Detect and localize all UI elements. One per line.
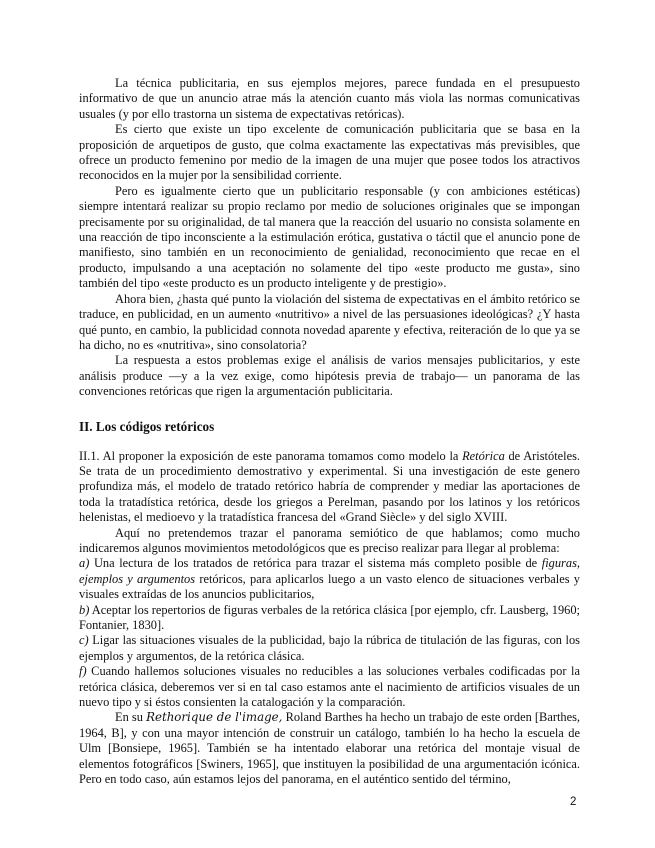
item-c-text: Ligar las situaciones visuales de la publicidad, bajo la rúbrica de titulación de las figuras, con los ejemplos y argumentos, de la retórica clásica. <box>79 633 580 663</box>
list-item-c <box>79 633 580 664</box>
p8-text-a: En su <box>115 710 147 725</box>
paragraph-2: Es cierto que existe un tipo excelente de comunicación publicitaria que se basa en la proposición de arquetipos de gusto, que colma exactamente las expectativas más previsibles, que ofrece un producto femenino por medio de la imagen de una mujer que posee todos los atractivos reconocidos en la mujer por la sensibilidad corriente. <box>79 122 580 183</box>
p6-text-a: II.1. Al proponer la exposición de este panorama tomamos como modelo la <box>79 448 463 463</box>
p8-italic-title: Rethorique de l'image, <box>146 710 283 725</box>
item-f-marker: f) <box>79 664 87 679</box>
section-heading: II. Los códigos retóricos <box>79 418 215 434</box>
item-b-text: Aceptar los repertorios de figuras verbales de la retórica clásica [por ejemplo, cfr. Lausberg, 1960; Fontanier, 1830]. <box>79 602 580 632</box>
item-c-marker: c) <box>79 633 89 648</box>
paragraph-8 <box>79 710 580 787</box>
item-a-text-1: Una lectura de los tratados de retórica para trazar el sistema más completo posible de <box>89 556 542 571</box>
paragraph-5: La respuesta a estos problemas exige el análisis de varios mensajes publicitarios, y este análisis produce —y a la vez exige, como hipótesis previa de trabajo— un panorama de las convenciones retóricas que rigen la argumentación publicitaria. <box>79 353 580 399</box>
item-a-marker: a) <box>79 556 90 571</box>
paragraph-3: Pero es igualmente cierto que un publicitario responsable (y con ambiciones estéticas) siempre intentará realizar su propio reclamo por medio de soluciones originales que se impongan precisamente por su originalidad, de tal manera que la reacción del usuario no consista solamente en una reacción de tipo inconsciente a la estimulación erótica, gustativa o táctil que el anuncio pone de manifiesto, sino también en un reconocimiento de genialidad, reconocimiento que recae en el producto, impulsando a una aceptación no solamente del tipo «este producto me gusta», sino también del tipo «este producto es un producto inteligente y de prestigio». <box>79 183 580 291</box>
paragraph-1: La técnica publicitaria, en sus ejemplos mejores, parece fundada en el presupuesto informativo de que un anuncio atrae más la atención cuanto más viola las normas comunicativas usuales (y por ello trastorna un sistema de expectativas retóricas). <box>79 76 580 121</box>
paragraph-4: Ahora bien, ¿hasta qué punto la violación del sistema de expectativas en el ámbito retórico se traduce, en publicidad, en un aumento «nutritivo» a nivel de las persuasiones ideológicas? ¿Y hasta qué punto, en cambio, la publicidad connota novedad aparente y efectiva, reiteración de lo que ya se ha dicho, no es «nutritiva», sino consolatoria? <box>79 291 580 352</box>
item-b-marker: b) <box>79 602 90 617</box>
item-a-italic: figuras, ejemplos y argumentos <box>79 556 580 586</box>
list-item-a <box>79 556 580 602</box>
item-a-text-2: retóricos, para aplicarlos luego a un vasto elenco de situaciones verbales y visuales extraídas de los anuncios publicitarios, <box>79 571 580 602</box>
list-item-f <box>79 664 580 710</box>
p8-text-b: Roland Barthes ha hecho un trabajo de este orden [Barthes, 1964, B], y con una mayor intención de construir un catálogo, también lo ha hecho la escuela de Ulm [Bonsiepe, 1965]. También se ha intentado elaborar una retórica del montaje visual de elementos fotográficos [Swiners, 1965], que instituyen la posibilidad de una argumentación icónica. Pero en todo caso, aún estamos lejos del panorama, en el auténtico sentido del término, <box>79 710 581 787</box>
list-item-b <box>79 603 580 634</box>
p6-text-b: de Aristóteles. Se trata de un procedimiento demostrativo y experimental. Si una investigación de este genero profundiza más, el modelo de tratado retórico habría de comprender y mediar las aportaciones de toda la tratadística retórica, desde los griegos a Perelman, pasando por los latinos y los retóricos helenistas, el medioevo y la tratadística francesa del «Grand Siècle» y del siglo XVIII. <box>79 448 580 525</box>
body-text <box>79 76 580 787</box>
paragraph-6 <box>79 449 580 526</box>
p6-italic: Retórica <box>462 448 505 463</box>
paragraph-7: Aquí no pretendemos trazar el panorama semiótico de que hablamos; como mucho indicaremos algunos movimientos metodológicos que es preciso realizar para llegar al problema: <box>79 525 580 555</box>
page-number: 2 <box>570 796 577 808</box>
item-f-text: Cuando hallemos soluciones visuales no reducibles a las soluciones verbales codificadas por la retórica clásica, deberemos ver si en tal caso estamos ante el nacimiento de artificios visuales de un nuevo tipo y si éstos consienten la catalogación y la comparación. <box>79 664 580 710</box>
